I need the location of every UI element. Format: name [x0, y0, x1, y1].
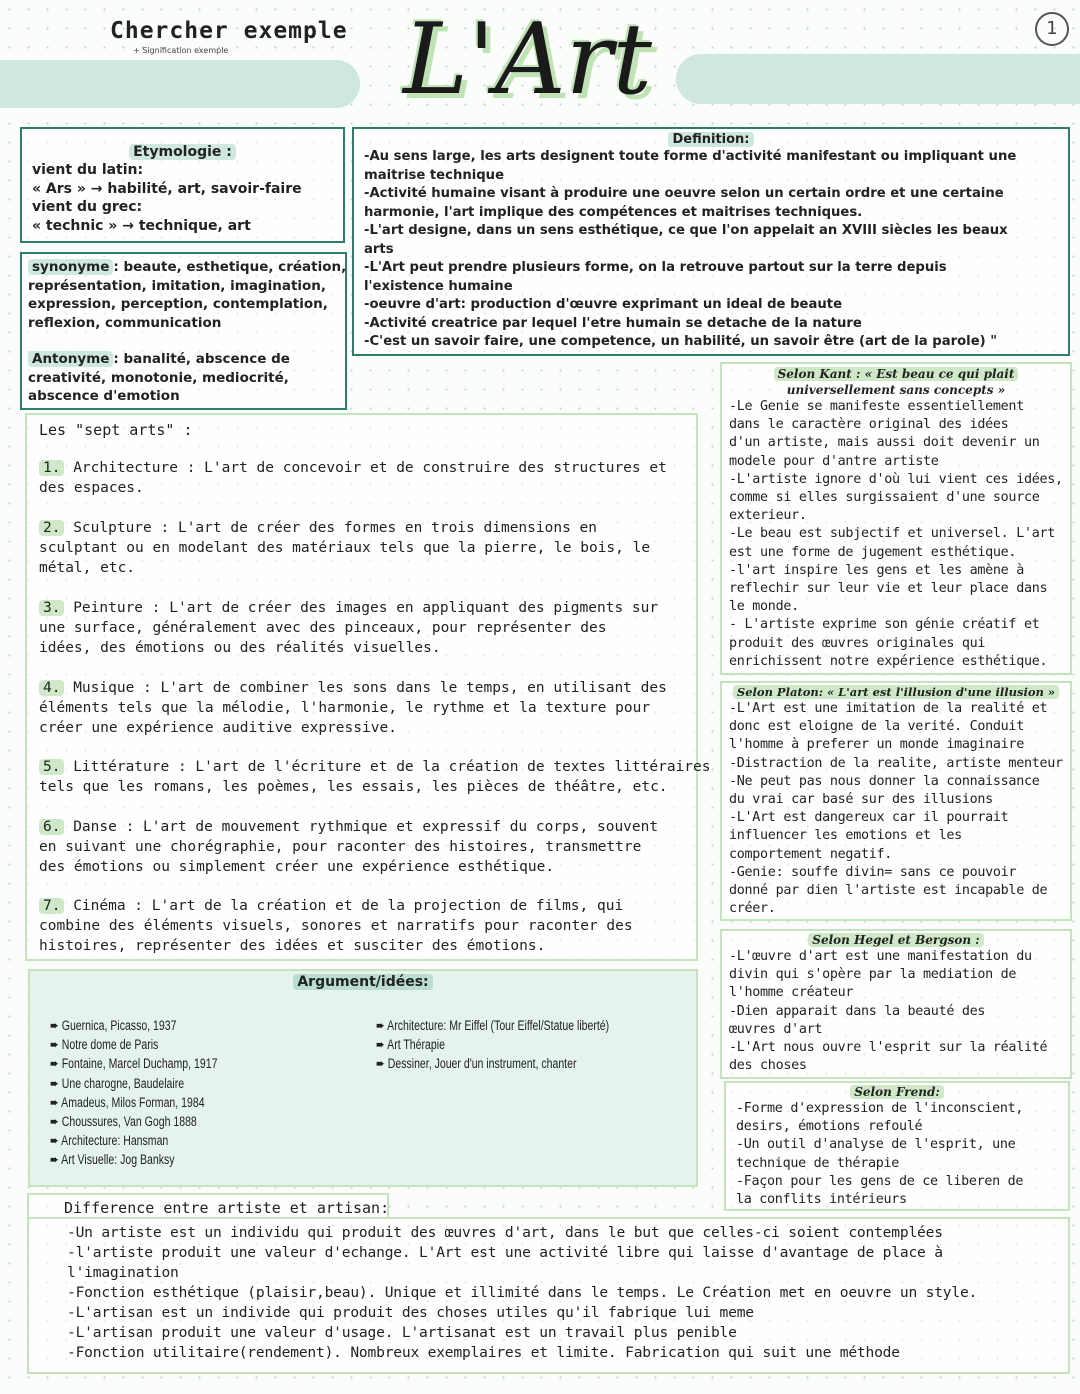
header-band-left — [0, 60, 360, 108]
definition-line: arts — [364, 241, 394, 257]
platon-line: influencer les emotions et les — [729, 828, 962, 844]
freud-line: -Façon pour les gens de ce liberen de — [736, 1173, 1024, 1189]
page-title: L'Art — [402, 3, 653, 117]
etymology-box — [20, 127, 345, 243]
argument-item: ➨ Guernica, Picasso, 1937 — [50, 1018, 177, 1033]
antonym-line: creativité, monotonie, mediocrité, — [28, 369, 289, 386]
argument-item: ➨ Architecture: Mr Eiffel (Tour Eiffel/Statue liberté) — [376, 1018, 610, 1033]
difference-heading: Difference entre artiste et artisan: — [64, 1199, 390, 1217]
kant-line: d'un artiste, mais aussi doit devenir un — [729, 435, 1040, 451]
platon-heading: Selon Platon: « L'art est l'illusion d'une illusion » — [733, 685, 1059, 699]
argument-item: ➨ Dessiner, Jouer d'un instrument, chanter — [376, 1056, 577, 1072]
argument-item: ➨ Amadeus, Milos Forman, 1984 — [50, 1094, 205, 1110]
arguments-heading: Argument/idées: — [293, 974, 432, 990]
difference-line: -L'artisan est un individe qui produit des choses utiles qu'il fabrique lui meme — [67, 1304, 754, 1321]
kant-line: dans le caractère original des idées — [729, 417, 1009, 433]
argument-item: ➨ Fontaine, Marcel Duchamp, 1917 — [50, 1056, 218, 1072]
synonym-line: : beaute, esthetique, création, — [113, 259, 347, 275]
hegel-line: divin qui s'opère par la mediation de — [729, 967, 1017, 983]
difference-line: -Fonction esthétique (plaisir,beau). Unique et illimité dans le temps. Le Création met en oeuvre un style. — [67, 1284, 978, 1301]
freud-box — [724, 1081, 1070, 1211]
platon-line: créer. — [729, 901, 776, 917]
art-item: 3. Peinture : L'art de créer des images en appliquant des pigments sur une surface, généralement avec des pinceaux, pour représenter des idées, des émotions ou des réalités visuelles. — [39, 600, 659, 656]
platon-line: -L'Art est dangereux car il pourrait — [729, 810, 1009, 826]
definition-line: -Activité creatrice par lequel l'etre humain se detache de la nature — [364, 315, 862, 331]
kant-line: exterieur. — [729, 508, 807, 524]
seven-arts-heading: Les "sept arts" : — [39, 421, 193, 439]
art-item: 1. Architecture : L'art de concevoir et de construire des structures et des espaces. — [39, 460, 667, 496]
difference-line: -l'artiste produit une valeur d'echange. L'Art est une activité libre qui laisse d'avantage de place à — [67, 1244, 943, 1261]
definition-line: -L'art designe, dans un sens esthétique, ce que l'on appelait an XVIII siècles les beaux — [364, 223, 1008, 238]
freud-line: la conflits intérieurs — [736, 1192, 907, 1208]
synonym-line: reflexion, communication — [28, 314, 222, 331]
definition-line: -L'Art peut prendre plusieurs forme, on la retrouve partout sur la terre depuis — [364, 260, 947, 275]
art-item: 2. Sculpture : L'art de créer des formes en trois dimensions en sculptant ou en modelant des matériaux tels que la pierre, le bois, le métal, etc. — [39, 520, 651, 576]
page-number-badge: 1 — [1035, 12, 1069, 46]
kant-heading: Selon Kant : « Est beau ce qui plait — [774, 367, 1019, 381]
kant-line: reflechir sur leur vie et leur place dans — [729, 581, 1048, 597]
kant-line: le monde. — [729, 599, 799, 615]
kant-line: est une forme de jugement esthétique. — [729, 544, 1017, 560]
kant-line: enrichissent notre expérience esthétique. — [729, 653, 1048, 669]
hegel-line: l'homme créateur — [729, 985, 854, 1001]
search-label: Chercher exemple — [110, 18, 348, 44]
kant-line: -Le beau est subjectif et universel. L'art — [729, 526, 1055, 542]
arguments-box — [28, 969, 698, 1187]
platon-line: du vrai car basé sur des illusions — [729, 792, 993, 808]
platon-line: -Distraction de la realite, artiste menteur — [729, 755, 1063, 771]
definition-line: -C'est un savoir faire, une competence, un habilité, un savoir être (art de la parole) " — [364, 334, 998, 349]
kant-line: -l'art inspire les gens et les amène à — [729, 562, 1024, 578]
kant-line: -L'artiste ignore d'où lui vient ces idées, — [729, 471, 1063, 487]
synonyms-box — [20, 252, 347, 410]
platon-line: donné par dien l'artiste est incapable de — [729, 883, 1048, 899]
etymology-line: « Ars » → habilité, art, savoir-faire — [32, 180, 302, 197]
art-item: 6. Danse : L'art de mouvement rythmique et expressif du corps, souvent en suivant une chorégraphie, pour raconter des histoires, transmettre des émotions ou simplement créer une expérience esthétique. — [39, 819, 659, 875]
hegel-box — [720, 929, 1072, 1079]
platon-line: -Genie: souffe divin= sans ce pouvoir — [729, 864, 1017, 880]
freud-line: desirs, émotions refoulé — [736, 1119, 923, 1135]
definition-line: maitrise technique — [364, 167, 505, 183]
etymology-heading: Etymologie : — [129, 144, 236, 160]
difference-line: -Un artiste est un individu qui produit des œuvres d'art, dans le but que celles-ci soient contemplées — [67, 1224, 943, 1241]
etymology-line: vient du grec: — [32, 199, 143, 215]
art-item: 4. Musique : L'art de combiner les sons dans le temps, en utilisant des éléments tels que la mélodie, l'harmonie, le rythme et la texture pour créer une expérience auditive expressive. — [39, 680, 667, 736]
antonym-label: Antonyme — [28, 351, 113, 367]
argument-item: ➨ Notre dome de Paris — [50, 1037, 159, 1053]
synonym-line: représentation, imitation, imagination, — [28, 277, 327, 294]
hegel-line: -L'œuvre d'art est une manifestation du — [729, 949, 1032, 964]
header-band-right — [676, 54, 1080, 104]
synonym-label: synonyme — [28, 259, 113, 275]
argument-item: ➨ Art Thérapie — [376, 1037, 445, 1053]
kant-line: -Le Genie se manifeste essentiellement — [729, 399, 1024, 414]
kant-line: comme si elles surgissaient d'une source — [729, 490, 1040, 506]
kant-heading-2: universellement sans concepts » — [786, 383, 1006, 397]
difference-line: l'imagination — [67, 1264, 179, 1281]
hegel-line: des choses — [729, 1058, 807, 1074]
kant-line: - L'artiste exprime son génie créatif et — [729, 617, 1040, 633]
difference-line: -L'artisan produit une valeur d'usage. L'artisanat est un travail plus penible — [67, 1324, 737, 1341]
platon-line: donc est eloigne de la verité. Conduit — [729, 719, 1024, 735]
freud-line: -Un outil d'analyse de l'esprit, une — [736, 1137, 1016, 1153]
seven-arts-box — [25, 413, 711, 961]
kant-line: produit des œuvres originales qui — [729, 635, 986, 651]
platon-box — [720, 681, 1072, 921]
argument-item: ➨ Choussures, Van Gogh 1888 — [50, 1114, 197, 1130]
hegel-line: -Dien apparait dans la beauté des — [729, 1003, 986, 1019]
definition-line: -Activité humaine visant à produire une oeuvre selon un certain ordre et une certaine — [364, 186, 1004, 201]
platon-line: -Ne peut pas nous donner la connaissance — [729, 773, 1040, 789]
hegel-line: œuvres d'art — [729, 1021, 823, 1037]
difference-line: -Fonction utilitaire(rendement). Nombreux exemplaires et limite. Fabrication qui suit une méthode — [67, 1344, 900, 1361]
freud-line: -Forme d'expression de l'inconscient, — [736, 1101, 1024, 1116]
definition-heading: Definition: — [668, 132, 753, 147]
antonym-line: abscence d'emotion — [28, 388, 180, 404]
platon-line: l'homme à preferer un monde imaginaire — [729, 737, 1024, 753]
argument-item: ➨ Art Visuelle: Jog Banksy — [50, 1152, 175, 1168]
argument-item: ➨ Architecture: Hansman — [50, 1133, 169, 1149]
synonym-line: expression, perception, contemplation, — [28, 296, 328, 312]
art-item: 7. Cinéma : L'art de la création et de la projection de films, qui combine des éléments visuels, sonores et narratifs pour raconter des histoires, représenter des idées et susciter des émotions. — [39, 898, 633, 954]
etymology-line: « technic » → technique, art — [32, 217, 251, 234]
etymology-line: vient du latin: — [32, 162, 144, 178]
hegel-line: -L'Art nous ouvre l'esprit sur la réalité — [729, 1040, 1048, 1056]
definition-line: -oeuvre d'art: production d'œuvre exprimant un ideal de beaute — [364, 297, 843, 312]
platon-line: comportement negatif. — [729, 846, 892, 862]
search-sub: + Signification exemple — [133, 46, 229, 55]
difference-box — [27, 1217, 1070, 1374]
hegel-heading: Selon Hegel et Bergson : — [808, 933, 983, 947]
kant-box — [720, 362, 1072, 675]
definition-box — [352, 127, 1070, 356]
definition-line: -Au sens large, les arts designent toute forme d'activité manifestant ou impliquant une — [364, 149, 1017, 164]
platon-line: -L'Art est une imitation de la realité et — [729, 701, 1048, 716]
freud-line: technique de thérapie — [736, 1155, 899, 1171]
definition-line: l'existence humaine — [364, 278, 513, 294]
kant-line: modele pour d'antre artiste — [729, 453, 939, 469]
freud-heading: Selon Frend: — [850, 1085, 944, 1099]
argument-item: ➨ Une charogne, Baudelaire — [50, 1075, 185, 1091]
definition-line: harmonie, l'art implique des compétences et maitrises techniques. — [364, 204, 863, 220]
art-item: 5. Littérature : L'art de l'écriture et de la création de textes littéraires tels que les romans, les poèmes, les essais, les pièces de théâtre, etc. — [39, 759, 711, 795]
antonym-line: : banalité, abscence de — [113, 351, 290, 367]
